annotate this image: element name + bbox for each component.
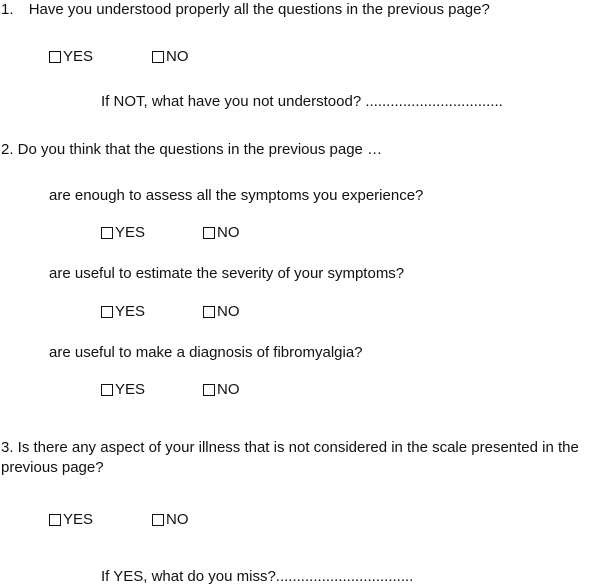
- q1-yes-label: YES: [63, 48, 94, 65]
- q3-followup[interactable]: If YES, what do you miss?.................................: [101, 568, 414, 585]
- q2-sub-3-no-option[interactable]: [203, 381, 240, 399]
- q2-sub-2-text: are useful to estimate the severity of your symptoms?: [49, 265, 405, 282]
- q1-yes-checkbox[interactable]: [49, 51, 61, 63]
- question-3-text: 3. Is there any aspect of your illness that is not considered in the scale presented in the previous page?: [1, 439, 579, 476]
- q2-sub-1-no-option[interactable]: [203, 224, 240, 242]
- question-1-number: 1.: [1, 1, 14, 18]
- q2-sub-2-yes-option[interactable]: [101, 303, 145, 321]
- q1-followup[interactable]: If NOT, what have you not understood? .................................: [101, 93, 503, 110]
- q2-sub-1-yes-option[interactable]: [101, 224, 145, 242]
- question-1-text: Have you understood properly all the questions in the previous page?: [28, 1, 490, 18]
- q3-no-option[interactable]: [152, 511, 189, 529]
- q1-no-checkbox[interactable]: [152, 51, 164, 63]
- q1-yes-option[interactable]: [49, 48, 93, 66]
- q2-sub-2-no-label: NO: [217, 303, 240, 320]
- q3-yes-checkbox[interactable]: [49, 514, 61, 526]
- q2-sub-3-no-label: NO: [217, 381, 240, 398]
- q3-no-label: NO: [166, 511, 189, 528]
- q2-sub-2-yes-label: YES: [115, 303, 146, 320]
- q1-no-option[interactable]: [152, 48, 189, 66]
- q2-sub-3-yes-checkbox[interactable]: [101, 384, 113, 396]
- q2-sub-1-yes-label: YES: [115, 224, 146, 241]
- q2-sub-2-yes-checkbox[interactable]: [101, 306, 113, 318]
- q2-sub-2-no-option[interactable]: [203, 303, 240, 321]
- q2-sub-1-yes-checkbox[interactable]: [101, 227, 113, 239]
- q2-sub-2-no-checkbox[interactable]: [203, 306, 215, 318]
- q2-sub-1-text: are enough to assess all the symptoms you experience?: [49, 187, 424, 204]
- q2-sub-3-text: are useful to make a diagnosis of fibromyalgia?: [49, 344, 363, 361]
- q2-sub-3-yes-option[interactable]: [101, 381, 145, 399]
- q3-no-checkbox[interactable]: [152, 514, 164, 526]
- question-1: [1, 1, 490, 19]
- question-2-text: 2. Do you think that the questions in the previous page …: [1, 141, 383, 158]
- q2-sub-3-yes-label: YES: [115, 381, 146, 398]
- q1-no-label: NO: [166, 48, 189, 65]
- q2-sub-1-no-label: NO: [217, 224, 240, 241]
- q2-sub-3-no-checkbox[interactable]: [203, 384, 215, 396]
- q2-sub-1-no-checkbox[interactable]: [203, 227, 215, 239]
- q3-yes-label: YES: [63, 511, 94, 528]
- q3-yes-option[interactable]: [49, 511, 93, 529]
